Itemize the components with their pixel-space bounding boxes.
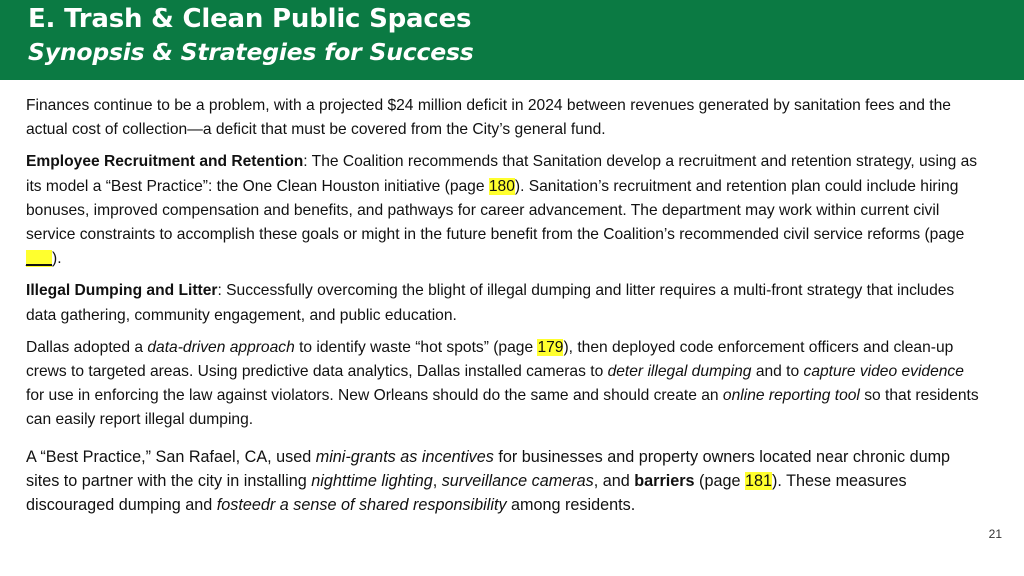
dallas-text-2: to identify waste “hot spots” (page (294, 338, 538, 356)
recruitment-text-3: ). (52, 250, 62, 268)
san-rafael-text-5: (page (694, 471, 745, 490)
san-rafael-italic-3: surveillance cameras (441, 471, 594, 490)
dallas-text-3: ), then deployed code enforcement officers and clean-up crews to targeted areas. Using predictive data analytics, Dallas installed cameras to (26, 338, 954, 381)
dumping-paragraph (26, 279, 986, 327)
slide-body (26, 94, 986, 525)
san-rafael-text-7: among residents. (506, 496, 636, 515)
recruitment-paragraph (26, 150, 986, 271)
slide-header (0, 0, 1024, 80)
san-rafael-text-4: , and (593, 471, 635, 490)
slide-title: E. Trash & Clean Public Spaces (28, 4, 472, 34)
recruitment-heading: Employee Recruitment and Retention (26, 153, 304, 171)
dallas-italic-4: online reporting tool (722, 387, 860, 405)
san-rafael-text-3: , (432, 471, 442, 490)
finances-text: Finances continue to be a problem, with a projected $24 million deficit in 2024 between revenues generated by sanitation fees and the actual cost of collection—a deficit that must be covered from the City’s general fund. (26, 97, 951, 139)
san-rafael-text-1: A “Best Practice,” San Rafael, CA, used (26, 447, 316, 466)
slide-subtitle: Synopsis & Strategies for Success (28, 38, 474, 66)
san-rafael-text-6: ). These measures discouraged dumping and (26, 471, 907, 515)
recruitment-text-1: : The Coalition recommends that Sanitation develop a recruitment and retention strategy, using as its model a “Best Practice”: the One Clean Houston initiative (page (26, 153, 978, 195)
dumping-heading: Illegal Dumping and Litter (26, 282, 218, 300)
page-ref-blank: ___ (26, 250, 53, 268)
san-rafael-paragraph (26, 445, 986, 518)
page-ref-179: 179 (537, 338, 564, 356)
san-rafael-italic-4: fosteedr a sense of shared responsibility (216, 496, 507, 515)
dallas-text-6: so that residents can easily report illegal dumping. (26, 387, 979, 429)
dallas-text-1: Dallas adopted a (26, 338, 148, 356)
recruitment-text-2: ). Sanitation’s recruitment and retention plan could include hiring bonuses, improved compensation and benefits, and pathways for career advancement. The department may work within current civil service constraints to accomplish these goals or might in the future benefit from the Coalition’s recommended civil service reforms (page (26, 177, 965, 244)
dallas-text-5: for use in enforcing the law against violators. New Orleans should do the same and should create an (26, 387, 723, 405)
dallas-paragraph (26, 336, 986, 433)
san-rafael-italic-2: nighttime lighting (311, 471, 433, 490)
san-rafael-italic-1: mini-grants as incentives (315, 447, 494, 466)
dumping-text: : Successfully overcoming the blight of illegal dumping and litter requires a multi-front strategy that includes data gathering, community engagement, and public education. (26, 282, 955, 324)
san-rafael-bold-1: barriers (634, 471, 695, 490)
dallas-italic-1: data-driven approach (147, 338, 295, 356)
page-number: 21 (988, 527, 1002, 541)
finances-paragraph (26, 94, 986, 142)
page-ref-181: 181 (744, 471, 772, 490)
san-rafael-text-2: for businesses and property owners located near chronic dump sites to partner with the city in installing (26, 447, 951, 490)
dallas-italic-3: capture video evidence (803, 363, 964, 381)
page-ref-180: 180 (488, 177, 515, 195)
dallas-text-4: and to (751, 363, 804, 381)
dallas-italic-2: deter illegal dumping (607, 363, 752, 381)
